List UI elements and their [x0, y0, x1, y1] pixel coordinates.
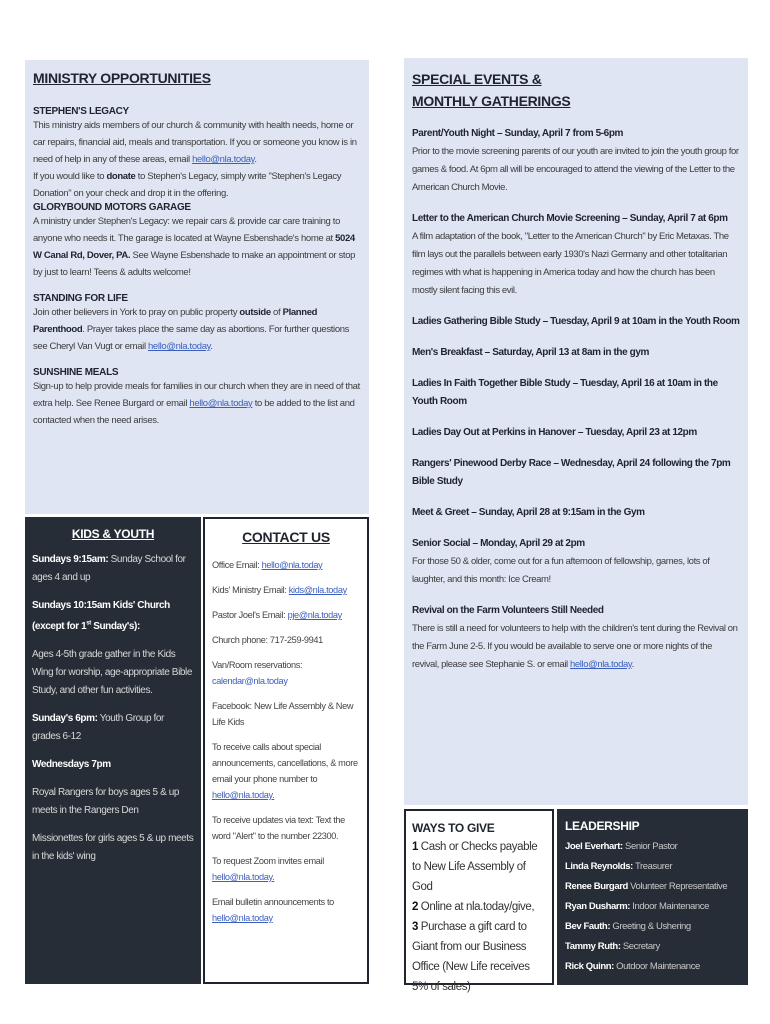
contact-us-panel: [203, 517, 369, 984]
contact-title: CONTACT US: [242, 529, 330, 545]
glorybound-text-1: A ministry under Stephen's Legacy: we repair cars & provide car care training to anyone who needs it. The garage is located at Wayne Esbenshade's home at: [33, 216, 341, 244]
sunshine-meals-section: [33, 367, 361, 429]
event-item: [412, 313, 740, 331]
sunshine-text-1: Sign-up to help provide meals for families in our church when they are in need of that extra help. See Renee Burgard or email: [33, 381, 360, 409]
leader-role: Outdoor Maintenance: [613, 961, 700, 972]
kids-p1-bold: Sundays 9:15am:: [32, 554, 109, 565]
stephens-legacy-text: [33, 117, 361, 202]
contact-van-link[interactable]: calendar@nla.today: [212, 676, 288, 686]
kids-p2-bold-a: Sundays 10:15am Kids' Church (except for 1: [32, 600, 170, 633]
contact-office-email: [212, 557, 360, 573]
leader-item: [565, 837, 740, 857]
leader-role: Volunteer Representative: [627, 881, 728, 892]
kids-sunday-school: [32, 551, 194, 587]
leader-item: [565, 917, 740, 937]
event-title: Men's Breakfast – Saturday, April 13 at 8am in the gym: [412, 347, 649, 358]
leader-name: Ryan Dusharm:: [565, 901, 631, 912]
kids-missionettes: Missionettes for girls ages 5 & up meets in the kids' wing: [32, 833, 194, 863]
contact-phone: Church phone: 717-259-9941: [212, 635, 323, 645]
event-body: A film adaptation of the book, "Letter to the American Church" by Eric Metaxas. The film lays out the parallels between early 1930's Nazi Germany and other totalitarian regimes with what is happening in America today and how the church has been mostly silent facing this evil.: [412, 231, 729, 296]
leader-item: [565, 877, 740, 897]
revival-title: Revival on the Farm Volunteers Still Needed: [412, 605, 604, 616]
standing-pp: Planned Parenthood: [33, 307, 318, 335]
ways-n2: 2: [412, 901, 418, 913]
glorybound-text-2: See Wayne Esbenshade to make an appointment or stop by just to learn! Teens & adults welcome!: [33, 250, 356, 278]
contact-bulletin-text: Email bulletin announcements to: [212, 897, 334, 907]
leader-role: Greeting & Ushering: [610, 921, 691, 932]
kids-p2-bold-b: Sunday's):: [90, 621, 140, 633]
leader-name: Linda Reynolds:: [565, 861, 633, 872]
stephens-donate: donate: [106, 171, 136, 182]
standing-for-life-section: [33, 293, 361, 355]
ways-t1: Cash or Checks payable to New Life Assembly of God: [412, 841, 538, 893]
contact-calls-link[interactable]: hello@nla.today.: [212, 790, 275, 800]
event-item: [412, 424, 740, 442]
event-title: Ladies Gathering Bible Study – Tuesday, April 9 at 10am in the Youth Room: [412, 316, 740, 327]
contact-zoom-link[interactable]: hello@nla.today.: [212, 872, 275, 882]
ways-item-2: [412, 897, 546, 917]
event-item: [412, 535, 740, 589]
contact-pastor-label: Pastor Joel's Email:: [212, 610, 288, 620]
contact-zoom: [212, 853, 360, 885]
leader-name: Rick Quinn:: [565, 961, 614, 972]
ways-item-3: [412, 917, 546, 997]
stephens-legacy-heading: STEPHEN'S LEGACY: [33, 106, 129, 117]
events-title-line-2: MONTHLY GATHERINGS: [412, 93, 571, 109]
glorybound-heading: GLORYBOUND MOTORS GARAGE: [33, 202, 191, 213]
event-item: [412, 344, 740, 362]
standing-text-1: Join other believers in York to pray on public property: [33, 307, 240, 318]
standing-text: [33, 304, 361, 355]
revival-item: [412, 602, 740, 674]
stephens-text-3: If you would like to: [33, 171, 107, 182]
contact-bulletin-link[interactable]: hello@nla.today: [212, 913, 273, 923]
event-title: Rangers' Pinewood Derby Race – Wednesday, April 24 following the 7pm Bible Study: [412, 458, 731, 487]
contact-office-link[interactable]: hello@nla.today: [261, 560, 323, 570]
event-body: For those 50 & older, come out for a fun afternoon of fellowship, games, lots of laughter, and this month: Ice Cream!: [412, 556, 710, 585]
leader-role: Senior Pastor: [622, 841, 678, 852]
ways-t2: Online at nla.today/give,: [418, 901, 535, 913]
events-list: [412, 125, 740, 674]
leader-item: [565, 897, 740, 917]
kids-wednesdays: [32, 756, 194, 774]
contact-kids-link[interactable]: kids@nla.today: [288, 585, 347, 595]
leader-name: Bev Fauth:: [565, 921, 611, 932]
leader-name: Tammy Ruth:: [565, 941, 621, 952]
event-item: [412, 375, 740, 411]
leader-item: [565, 857, 740, 877]
ways-to-give-panel: [404, 809, 554, 993]
sunshine-email-link[interactable]: hello@nla.today: [189, 398, 253, 409]
event-title: Letter to the American Church Movie Screening – Sunday, April 7 at 6pm: [412, 213, 728, 224]
contact-calls-text: To receive calls about special announcements, cancellations, & more email your phone number to: [212, 742, 358, 784]
contact-calls: [212, 739, 360, 803]
kids-youth-group: [32, 710, 194, 746]
leadership-panel: [557, 809, 748, 985]
ways-title: WAYS TO GIVE: [412, 821, 495, 835]
kids-royal-rangers: Royal Rangers for boys ages 5 & up meets in the Rangers Den: [32, 787, 180, 817]
ministry-opportunities-panel: [25, 60, 369, 514]
event-item: [412, 504, 740, 522]
standing-text-4: .: [210, 341, 213, 352]
leader-name: Joel Everhart:: [565, 841, 623, 852]
stephens-text-2: .: [254, 154, 257, 165]
kids-p4-bold: Sunday's 6pm:: [32, 713, 98, 725]
ways-n1: 1: [412, 841, 418, 853]
event-item: [412, 125, 740, 197]
kids-youth-panel: [25, 517, 201, 984]
kids-church-desc: Ages 4-5th grade gather in the Kids Wing for worship, age-appropriate Bible Study, and other fun activities.: [32, 649, 193, 697]
special-events-panel: [404, 58, 748, 805]
event-body: Prior to the movie screening parents of our youth are invited to join the youth group for games & food. At 6pm all will be encouraged to attend the viewing of the Letter to the American Church Movie.: [412, 146, 739, 193]
standing-outside: outside: [239, 307, 271, 318]
ways-n3: 3: [412, 921, 418, 933]
contact-kids-label: Kids' Ministry Email:: [212, 585, 289, 595]
leader-role: Indoor Maintenance: [630, 901, 710, 912]
stephens-email-link[interactable]: hello@nla.today: [192, 154, 255, 165]
stephens-legacy-section: [33, 106, 361, 202]
events-title: [412, 68, 740, 112]
leader-role: Secretary: [620, 941, 660, 952]
kids-p2-sup: st: [86, 621, 91, 627]
events-title-line-1: SPECIAL EVENTS &: [412, 71, 542, 87]
sunshine-heading: SUNSHINE MEALS: [33, 367, 119, 378]
contact-van: [212, 657, 360, 689]
event-title: Meet & Greet – Sunday, April 28 at 9:15am in the Gym: [412, 507, 645, 518]
contact-van-label: Van/Room reservations:: [212, 660, 303, 670]
contact-zoom-text: To request Zoom invites email: [212, 856, 324, 866]
ways-t3: Purchase a gift card to Giant from our Business Office (New Life receives 5% of sales): [412, 921, 530, 993]
standing-text-2: of: [270, 307, 283, 318]
contact-pastor-email: [212, 607, 360, 623]
contact-text-updates: To receive updates via text: Text the word "Alert" to the number 22300.: [212, 815, 345, 841]
event-title: Ladies Day Out at Perkins in Hanover – Tuesday, April 23 at 12pm: [412, 427, 697, 438]
event-title: Ladies In Faith Together Bible Study – Tuesday, April 16 at 10am in the Youth Room: [412, 378, 718, 407]
contact-kids-email: [212, 582, 360, 598]
revival-text-2: .: [631, 659, 634, 670]
contact-pastor-link[interactable]: pje@nla.today: [287, 610, 342, 620]
kids-p4-text: Youth Group for grades 6-12: [32, 713, 164, 743]
sunshine-text-2: to be added to the list and contacted when the need arises.: [33, 398, 355, 426]
leader-item: [565, 937, 740, 957]
revival-text-1: There is still a need for volunteers to help with the children's tent during the Revival on the Farm June 2-5. If you would be available to serve one or more nights of the revival, please see Stephanie S. or email: [412, 623, 738, 670]
event-item: [412, 210, 740, 300]
sunshine-text: [33, 378, 361, 429]
glorybound-text: [33, 213, 361, 281]
stephens-text-1: This ministry aids members of our church & community with health needs, home or car repairs, financial aid, meals and transportation. If you or someone you know is in need of help in any of these areas, email: [33, 120, 357, 165]
contact-bulletin: [212, 894, 360, 926]
glorybound-section: [33, 202, 361, 281]
ways-item-1: [412, 837, 546, 897]
leader-name: Renee Burgard: [565, 881, 628, 892]
revival-email-link[interactable]: hello@nla.today: [570, 659, 632, 670]
standing-heading: STANDING FOR LIFE: [33, 293, 128, 304]
standing-email-link[interactable]: hello@nla.today: [148, 341, 211, 352]
kids-p1-text: Sunday School for ages 4 and up: [32, 554, 186, 583]
leader-item: [565, 957, 740, 977]
event-title: Senior Social – Monday, April 29 at 2pm: [412, 538, 585, 549]
ministry-title: MINISTRY OPPORTUNITIES: [33, 70, 211, 86]
standing-text-3: . Prayer takes place the same day as abortions. For further questions see Cheryl Van Vugt or email: [33, 324, 350, 352]
kids-p5-bold: Wednesdays 7pm: [32, 759, 111, 771]
stephens-text-4: to Stephen's Legacy, simply write "Stephen's Legacy Donation" on your check and drop it in the offering.: [33, 171, 342, 199]
leader-role: Treasurer: [632, 861, 673, 872]
glorybound-address: 5024 W Canal Rd, Dover, PA.: [33, 233, 355, 261]
kids-church: [32, 597, 194, 636]
contact-facebook: Facebook: New Life Assembly & New Life Kids: [212, 701, 354, 727]
event-item: [412, 455, 740, 491]
contact-office-label: Office Email:: [212, 560, 262, 570]
revival-body: [412, 620, 740, 674]
event-title: Parent/Youth Night – Sunday, April 7 from 5-6pm: [412, 128, 624, 139]
kids-title: KIDS & YOUTH: [71, 527, 155, 541]
leadership-title: LEADERSHIP: [565, 819, 640, 833]
